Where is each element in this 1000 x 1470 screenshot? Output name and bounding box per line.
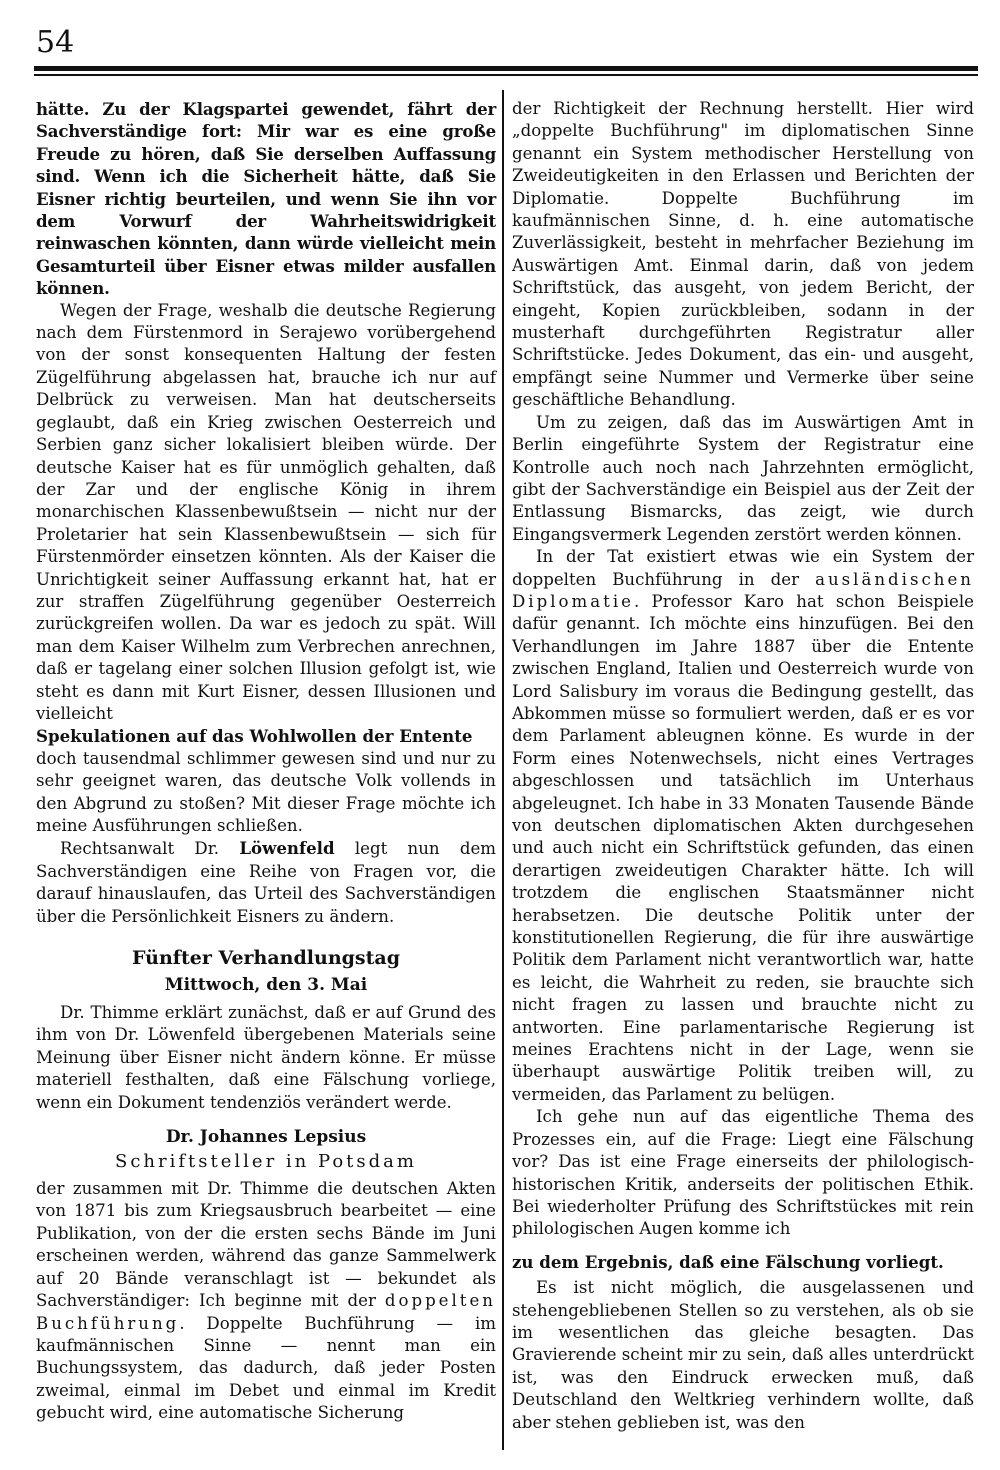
speaker-role: Schriftsteller in Potsdam: [115, 1151, 417, 1173]
paragraph-right-3-post: . Professor Karo hat schon Beispiele dafür genannt. Ich möchte eins hinzufügen. Bei den Verhandlungen im Jahre 1887 über die Entente zwischen England, Italien und Oesterreich wurde von Lord Salisbury im voraus die Bedingung gestellt, das Abkommen müsse so formuliert werden, daß er es vor dem Parlament ableugnen könne. Es wurde in der Form eines Notenwechsels, nicht eines Vertrages abgeschlossen und tatsächlich im Unterhaus abgeleugnet. Ich habe in 33 Monaten Tausende Bände von deutschen diplomatischen Akten durchgesehen und auch nicht ein Schriftstück gefunden, das einen derartigen zweideutigen Charakter hätte. Ich will trotzdem die englischen Staatsmänner nicht herabsetzen. Die deutsche Politik unter der konstitutionellen Regierung, die für ihre auswärtige Politik dem Parlament nicht verantwortlich war, hatte es leicht, die Wahrheit zu reden, sie brauchte sich nicht fragen zu lassen und brauchte nicht zu antworten. Eine parlamentarische Regierung ist meines Erachtens nicht in der Lage, wenn sie überhaupt auswärtige Politik treiben will, zu vermeiden, das Parlament zu belügen.: [512, 591, 974, 1104]
header-rule-thin: [34, 74, 978, 76]
paragraph-right-3: [512, 546, 974, 1106]
paragraph-left-2: Wegen der Frage, weshalb die deutsche Regierung nach dem Fürstenmord in Serajewo vorübergehend von der sonst konsequenten Haltung der festen Zügelführung abgelassen hat, brauche ich nur auf Delbrück zu verweisen. Man hat deutscherseits geglaubt, daß ein Krieg zwischen Oesterreich und Serbien ganz sicher lokalisiert bleiben würde. Der deutsche Kaiser hat es für unmöglich gehalten, daß der Zar und der englische König in ihrem monarchischen Klassenbewußtsein — nicht nur der Proletarier hat sein Klassenbewußtsein — sich für Fürstenmörder einsetzen könnten. Als der Kaiser die Unrichtigkeit seiner Auffassung erkannt hat, hat er zur straffen Zügelführung gegenüber Oesterreich zurückgreifen wollen. Da war es jedoch zu spät. Will man dem Kaiser Wilhelm zum Verbrechen anrechnen, daß er tagelang einer solchen Illusion gefolgt ist, wie steht es dann mit Kurt Eisner, dessen Illusionen und vielleicht: [36, 300, 496, 723]
paragraph-right-5: Es ist nicht möglich, die ausgelassenen und stehengebliebenen Stellen so zu verstehen, als ob sie im wesentlichen das gleiche besagten. Das Gravierende scheint mir zu sein, daß alles unterdrückt ist, was den Eindruck erwecken muß, daß Deutschland den Weltkrieg verhindern wollte, daß aber stehen geblieben ist, was den: [512, 1278, 974, 1432]
paragraph-right-2: Um zu zeigen, daß das im Auswärtigen Amt in Berlin eingeführte System der Registratur eine Kontrolle auch noch nach Jahrzehnten ermöglicht, gibt der Sachverständige ein Beispiel aus der Zeit der Entlassung Bismarcks, das zeigt, wie durch Eingangsvermerk Legenden zerstört werden können.: [512, 412, 974, 544]
header-rule-thick: [34, 66, 978, 71]
column-divider: [502, 90, 504, 1450]
paragraph-left-4: [36, 837, 496, 928]
paragraph-left-5: Dr. Thimme erklärt zunächst, daß er auf Grund des ihm von Dr. Löwenfeld übergebenen Materials seine Meinung über Eisner nicht ändern könne. Er müsse materiell festhalten, daß eine Fälschung vorliege, wenn ein Dokument tendenziös verändert werde.: [36, 1003, 496, 1112]
paragraph-left-1: hätte. Zu der Klagspartei gewendet, fährt der Sachverständige fort: Mir war es eine große Freude zu hören, daß Sie derselben Auffassung sind. Wenn ich die Sicherheit hätte, daß Sie Eisner richtig beurteilen, und wenn Sie ihn vor dem Vorwurf der Wahrheitswidrigkeit reinwaschen könnten, dann würde vielleicht mein Gesamturteil über Eisner etwas milder ausfallen können.: [36, 99, 496, 299]
paragraph-right-3-pre: In der Tat existiert etwas wie ein System der doppelten Buchführung in der: [512, 547, 974, 589]
lawyer-name: Löwenfeld: [239, 838, 335, 859]
section-heading: Fünfter Verhandlungstag: [132, 947, 400, 970]
left-column: [36, 98, 496, 1425]
paragraph-right-4: Ich gehe nun auf das eigentliche Thema des Prozesses ein, auf die Frage: Liegt eine Fälschung vor? Das ist eine Frage einerseits der philologisch-historischen Kritik, anderseits der politischen Ethik. Bei wiederholter Prüfung des Schriftstückes mit rein philologischen Augen komme ich: [512, 1107, 974, 1239]
paragraph-left-6-pre: der zusammen mit Dr. Thimme die deutschen Akten von 1871 bis zum Kriegsausbruch bearbeitet — eine Publikation, von der die ersten sechs Bände im Juni erscheinen werden, während das ganze Sammelwerk auf 20 Bände veranschlagt ist — bekundet als Sachverständiger: Ich beginne mit der: [36, 1179, 496, 1311]
speaker-name: Dr. Johannes Lepsius: [165, 1127, 367, 1148]
spaced-term-right: ausländischen Diplomatie: [512, 569, 974, 611]
section-subheading: Mittwoch, den 3. Mai: [164, 975, 368, 996]
paragraph-right-1: der Richtigkeit der Rechnung herstellt. Hier wird „doppelte Buchführung" im diplomatischen Sinne genannt ein System methodischer Herstellung von Zweideutigkeiten in den Erlassen und Berichten der Diplomatie. Doppelte Buchführung im kaufmännischen Sinne, d. h. eine automatische Zuverlässigkeit, besteht in mehrfacher Beziehung im Auswärtigen Amt. Einmal darin, daß von jedem Schriftstück, das ausgeht, von jedem Bericht, der eingeht, Kopien zurückbleiben, sodann in der musterhaft durchgeführten Registratur aller Schriftstücke. Jedes Dokument, das ein- und ausgeht, empfängt seine Nummer und Vermerke über seine geschäftliche Behandlung.: [512, 99, 974, 410]
bold-line-right: zu dem Ergebnis, daß eine Fälschung vorliegt.: [512, 1251, 944, 1272]
spaced-term-left: doppelten Buchführung: [36, 1291, 496, 1333]
paragraph-left-3: doch tausendmal schlimmer gewesen sind und nur zu sehr geeignet waren, das deutsche Volk vollends in den Abgrund zu stoßen? Mit dieser Frage möchte ich meine Ausführungen schließen.: [36, 748, 496, 835]
right-column: [512, 98, 974, 1434]
paragraph-left-6: [36, 1178, 496, 1424]
paragraph-left-4-pre: Rechtsanwalt Dr.: [60, 839, 240, 859]
bold-line-left: Spekulationen auf das Wohlwollen der Entente: [36, 726, 473, 747]
paragraph-left-6-post: . Doppelte Buchführung — im kaufmännischen Sinne — nennt man ein Buchungssystem, das dadurch, daß jeder Posten zweimal, einmal im Debet und einmal im Kredit gebucht wird, eine automatische Sicherung: [36, 1313, 496, 1423]
page-number: 54: [36, 25, 75, 60]
paragraph-left-4-post: legt nun dem Sachverständigen eine Reihe von Fragen vor, die darauf hinauslaufen, das Urteil des Sachverständigen über die Persönlichkeit Eisners zu ändern.: [36, 839, 496, 926]
